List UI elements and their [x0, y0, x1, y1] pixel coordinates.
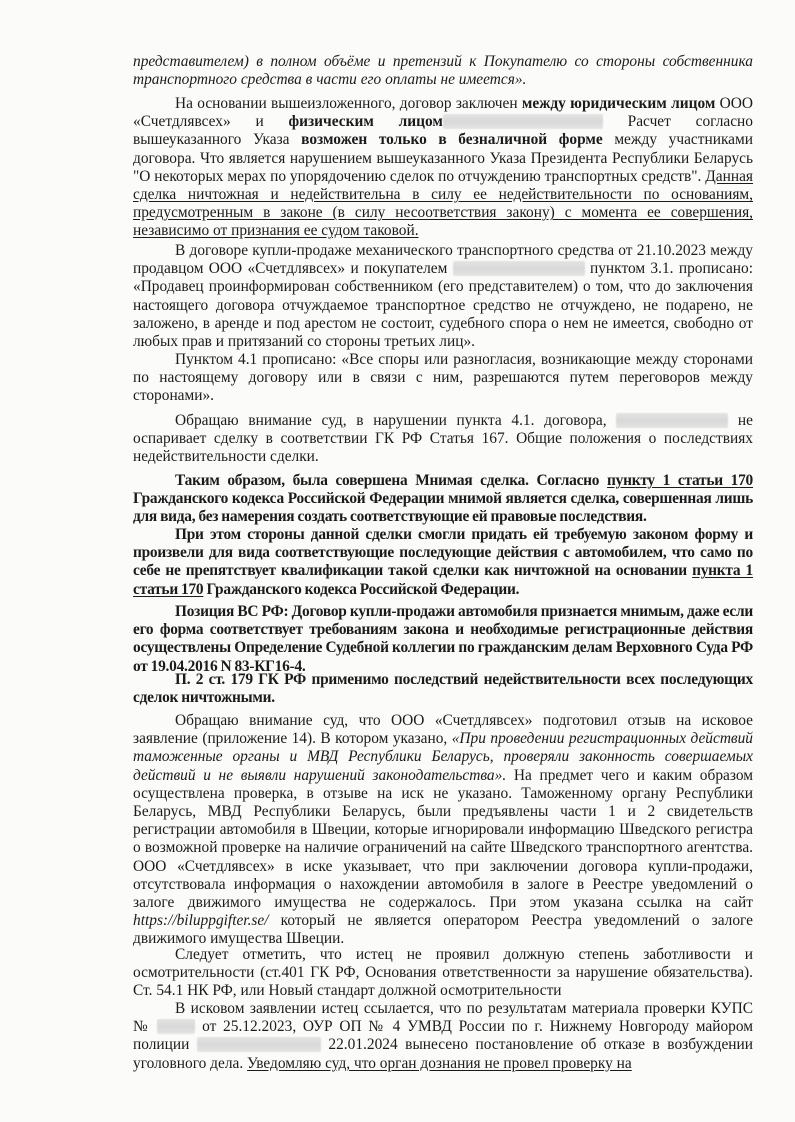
underlined-statement: Уведомляю суд, что орган дознания не провел проверку на — [247, 1054, 632, 1072]
redacted-name — [616, 413, 728, 428]
redacted-name — [443, 114, 603, 129]
paragraph-6: Таким образом, была совершена Мнимая сделка. Согласно пункту 1 статьи 170 Гражданского кодекса Российской Федерации мнимой является сделка, совершенная лишь для вида, без намерения создать соответствующие ей правовые последствия. — [133, 472, 753, 526]
paragraph-1 — [133, 53, 753, 89]
quote-continuation: представителем) в полном объёме и претензий к Покупателю со стороны собственника транспортного средства в части его оплаты не имеется». — [133, 53, 753, 89]
redacted-name — [197, 1037, 321, 1052]
law-reference: пункту 1 статьи 170 — [607, 472, 753, 489]
paragraph-10: Обращаю внимание суд, что ООО «Счетдлявсех» подготовил отзыв на исковое заявление (приложение 14). В котором указано, «При проведении регистрационных действий таможенные органы и МВД Республики Беларусь, проверяли законность совершаемых действий и не выявли нарушений законодательства». На предмет чего и каким образом осуществлена проверка, в отзыве на иск не указано. Таможенному органу Республики Беларусь, МВД Республики Беларусь, были предъявлены части 1 и 2 свидетельств регистрации автомобиля в Швеции, которые игнорировали информацию Шведского регистра о возможной проверке на наличие ограничений на сайте Шведского транспортного агентства. ООО «Счетдлявсех» в иске указывает, что при заключении договора купли-продажи, отсутствовала информация о нахождении автомобиля в залоге в Реестре уведомлений о залоге движимого имущества не содержалось. При этом указана ссылка на сайт https://biluppgifter.se/ который не является оператором Реестра уведомлений о залоге движимого имущества Швеции. — [133, 712, 754, 948]
paragraph-12: В исковом заявлении истец ссылается, что по результатам материала проверки КУПС № от 25.12.2023, ОУР ОП № 4 УМВД России по г. Нижнему Новгороду майором полиции 22.01.2024 вынесено постановление об отказе в возбуждении уголовного дела. Уведомляю суд, что орган дознания не провел проверку на — [133, 1000, 753, 1072]
paragraph-2: На основании вышеизложенного, договор заключен между юридическим лицом ООО «Счетдлявсех» и физическим лицом Расчет согласно вышеуказанного Указа возможен только в безналичной форме между участниками договора. Что является нарушением вышеуказанного Указа Президента Республики Беларусь "О некоторых мерах по упорядочению сделок по отчуждению транспортных средств". Данная сделка ничтожная и недействительна в силу ее недействительности по основаниям, предусмотренным в законе (в силу несоответствия закону) с момента ее совершения, независимо от признания ее судом таковой. — [133, 95, 753, 240]
paragraph-11: Следует отметить, что истец не проявил должную степень заботливости и осмотрительности (ст.401 ГК РФ, Основания ответственности за нарушение обязательства). Ст. 54.1 НК РФ, или Новый стандарт должной осмотрительности — [133, 946, 753, 1000]
law-reference: пункта 1 статьи 170 — [133, 562, 753, 598]
paragraph-5: Обращаю внимание суд, в нарушении пункта 4.1. договора, не оспаривает сделку в соответствии ГК РФ Статья 167. Общие положения о последствиях недействительности сделки. — [133, 412, 753, 466]
website-link: https://biluppgifter.se/ — [133, 912, 269, 930]
redacted-name — [453, 261, 585, 276]
paragraph-7: При этом стороны данной сделки смогли придать ей требуемую законом форму и произвели для вида соответствующие последующие действия с автомобилем, что само по себе не препятствует квалификации такой сделки как ничтожной на основании пункта 1 статьи 170 Гражданского кодекса Российской Федерации. — [133, 526, 753, 598]
underlined-statement: Данная сделка ничтожная и недействительна в силу ее недействительности по основаниям, предусмотренным в законе (в силу несоответствия закону) с момента ее совершения, независимо от признания ее судом таковой. — [133, 167, 753, 240]
paragraph-9: П. 2 ст. 179 ГК РФ применимо последствий недействительности всех последующих сделок ничтожными. — [133, 671, 753, 707]
redacted-number — [157, 1019, 195, 1034]
paragraph-8: Позиция ВС РФ: Договор купли-продажи автомобиля признается мнимым, даже если его форма соответствует требованиям закона и необходимые регистрационные действия осуществлены Определение Судебной коллегии по гражданским делам Верховного Суда РФ от 19.04.2016 N 83-КГ16-4. — [133, 603, 753, 675]
quoted-response: «При проведении регистрационных действий таможенные органы и МВД Республики Беларусь, проверяли законность совершаемых действий и не выявли нарушений законодательства». — [133, 730, 754, 784]
paragraph-3: В договоре купли-продаже механического транспортного средства от 21.10.2023 между продавцом ООО «Счетдлявсех» и покупателем пунктом 3.1. прописано: «Продавец проинформирован собственником (его представителем) о том, что до заключения настоящего договора отчуждаемое транспортное средство не отчуждено, не подарено, не заложено, в аренде и под арестом не состоит, судебного спора о нем не имеется, свободно от любых прав и притязаний со стороны третьих лиц». — [133, 242, 753, 351]
paragraph-4: Пунктом 4.1 прописано: «Все споры или разногласия, возникающие между сторонами по настоящему договору или в связи с ним, разрешаются путем переговоров между сторонами». — [133, 351, 753, 405]
